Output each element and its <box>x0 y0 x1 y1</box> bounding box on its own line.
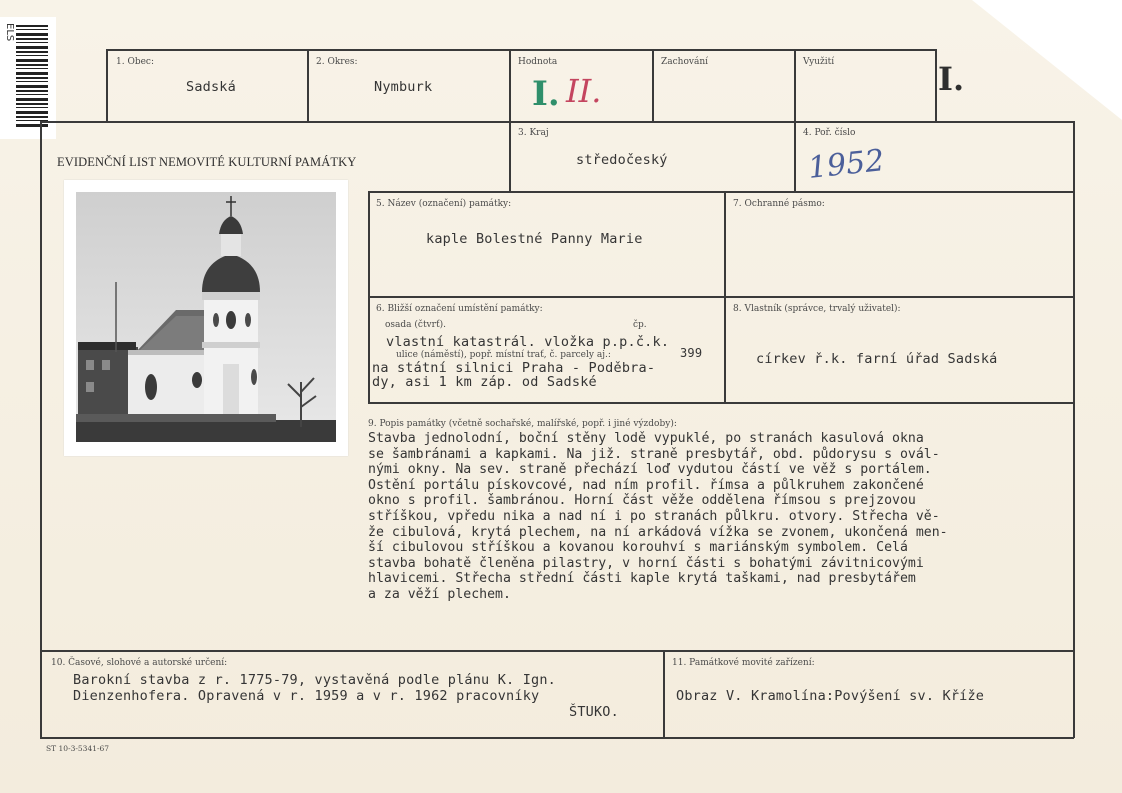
vlastnik-value: církev ř.k. farní úřad Sadská <box>756 351 998 367</box>
nazev-value: kaple Bolestné Panny Marie <box>426 231 643 247</box>
umisteni-line2: na státní silnici Praha - Poděbra- <box>372 360 656 376</box>
umisteni-line1: vlastní katastrál. vložka p.p.č.k. <box>386 334 670 350</box>
urceni-line1: Barokní stavba z r. 1775-79, vystavěná podle plánu K. Ign. <box>73 672 557 688</box>
torn-corner <box>972 0 1122 120</box>
vyuziti-mark: I. <box>938 60 965 98</box>
vlastnik-label: 8. Vlastník (správce, trvalý uživatel): <box>733 304 901 314</box>
zarizeni-label: 11. Památkové movité zařízení: <box>672 658 815 668</box>
hodnota-value-green: I. <box>532 74 560 114</box>
hodnota-value-red: II. <box>566 72 602 110</box>
umisteni-osada: osada (čtvrť). <box>385 320 446 330</box>
urceni-line3: ŠTUKO. <box>569 704 619 720</box>
umisteni-line3: dy, asi 1 km záp. od Sadské <box>372 374 597 390</box>
zachovani-label: Zachování <box>661 57 708 67</box>
popis-text: Stavba jednolodní, boční stěny lodě vypuklé, po stranách kasulová okna se šambránami a kapkami. Na již. straně presbytář, obd. půdorysu s ovál- nými okny. Na sev. straně přechází loď vydutou částí ve věž s portálem. Ostění portálu pískovcové, nad ním profil. římsa a půlkruhem zakončené okno s profil. šambránou. Horní část věže oddělena římsou s prejzovou stříškou, vpředu nika a nad ní i po stranách půlkru. otvory. Střecha vě- že cibulová, krytá plechem, na ní arkádová vížka se zvonem, ukončená men- ší cibulovou stříškou a kovanou korouhví s mariánským symbolem. Celá stavba bohatě členěna pilastry, v horní části s bohatými závitnicovými hlavicemi. Střecha střední části kaple krytá taškami, nad presbytářem a za věží plechem. <box>368 431 948 602</box>
umisteni-cp: čp. <box>633 320 647 330</box>
chapel-photo-image <box>76 192 336 442</box>
obec-label: 1. Obec: <box>116 57 154 67</box>
monument-photo <box>64 180 348 456</box>
urceni-label: 10. Časové, slohové a autorské určení: <box>51 658 228 668</box>
nazev-label: 5. Název (označení) památky: <box>376 199 512 209</box>
okres-value: Nymburk <box>374 79 433 95</box>
umisteni-parcel: 399 <box>680 346 703 360</box>
kraj-label: 3. Kraj <box>518 128 549 138</box>
por-cislo-value: 1952 <box>806 143 886 186</box>
hodnota-label: Hodnota <box>518 57 558 67</box>
vyuziti-label: Využití <box>803 57 835 67</box>
obec-value: Sadská <box>186 79 236 95</box>
umisteni-ulice: ulice (náměstí), popř. místní trať, č. parcely aj.: <box>396 350 611 360</box>
okres-label: 2. Okres: <box>316 57 358 67</box>
urceni-line2: Dienzenhofera. Opravená v r. 1959 a v r. 1962 pracovníky <box>73 688 540 704</box>
kraj-value: středočeský <box>576 152 668 168</box>
barcode-bars <box>16 25 48 129</box>
form-title: EVIDENČNÍ LIST NEMOVITÉ KULTURNÍ PAMÁTKY <box>57 155 357 169</box>
ochranne-pasmo-label: 7. Ochranné pásmo: <box>733 199 825 209</box>
footer-code: ST 10-3-5341-67 <box>46 744 110 753</box>
barcode-code: ELS <box>4 23 15 42</box>
umisteni-label: 6. Bližší označení umístění památky: <box>376 304 543 314</box>
por-cislo-label: 4. Poř. číslo <box>803 128 856 138</box>
popis-label: 9. Popis památky (včetně sochařské, malířské, popř. i jiné výzdoby): <box>368 419 677 429</box>
zarizeni-value: Obraz V. Kramolína:Povýšení sv. Kříže <box>676 688 985 704</box>
